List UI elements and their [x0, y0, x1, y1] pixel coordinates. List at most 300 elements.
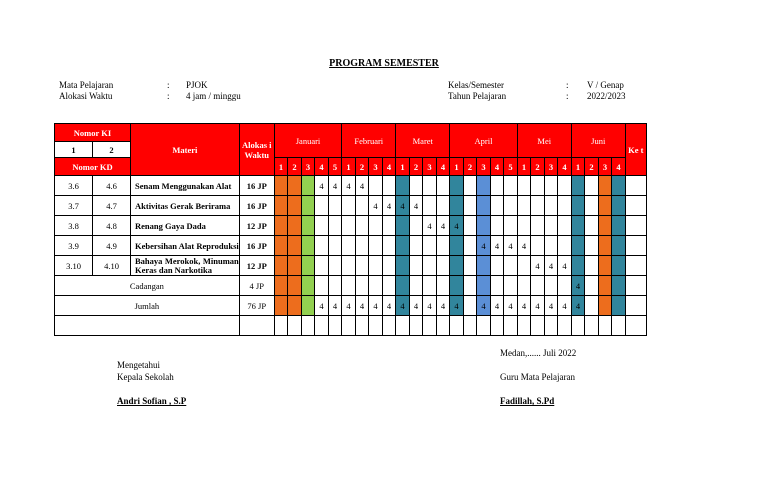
- week-cell: [558, 236, 572, 256]
- week-cell: [517, 176, 531, 196]
- ket-cell: [625, 176, 646, 196]
- header-ki-2: 2: [93, 142, 131, 158]
- week-number: 4: [436, 158, 450, 176]
- week-cell: [301, 256, 315, 276]
- week-number: 1: [450, 158, 464, 176]
- week-cell: [423, 276, 437, 296]
- week-cell: [382, 276, 396, 296]
- week-cell: [396, 236, 410, 256]
- week-cell: [450, 276, 464, 296]
- week-cell: [409, 256, 423, 276]
- week-cell: [369, 276, 383, 296]
- week-cell: [504, 196, 518, 216]
- week-cell: [301, 176, 315, 196]
- info-value: PJOK: [186, 80, 208, 90]
- week-cell: [571, 256, 585, 276]
- week-cell: [328, 276, 342, 296]
- week-cell: [436, 196, 450, 216]
- ki-number: 3.6: [55, 176, 93, 196]
- week-number: 3: [598, 158, 612, 176]
- empty-cell: [382, 316, 396, 336]
- week-cell: [274, 256, 288, 276]
- week-cell: [423, 176, 437, 196]
- week-cell: [517, 276, 531, 296]
- teacher-name: Fadillah, S.Pd: [500, 396, 555, 406]
- empty-cell: [463, 316, 477, 336]
- info-label: Tahun Pelajaran: [448, 91, 507, 101]
- header-ki-1: 1: [55, 142, 93, 158]
- sig-right-role: Guru Mata Pelajaran: [500, 372, 575, 382]
- week-cell: [544, 216, 558, 236]
- empty-cell: [301, 316, 315, 336]
- empty-cell: [490, 316, 504, 336]
- week-cell: [369, 176, 383, 196]
- jumlah-alokasi: 76 JP: [239, 296, 274, 316]
- week-cell: 4: [436, 296, 450, 316]
- alokasi-cell: 12 JP: [239, 216, 274, 236]
- week-cell: [531, 176, 545, 196]
- week-cell: 4: [423, 216, 437, 236]
- alokasi-cell: 12 JP: [239, 256, 274, 276]
- week-cell: 4: [436, 216, 450, 236]
- ki-number: 3.10: [55, 256, 93, 276]
- sig-left-line2: Kepala Sekolah: [117, 372, 174, 382]
- week-number: 2: [409, 158, 423, 176]
- ki-number: 3.7: [55, 196, 93, 216]
- week-cell: [382, 216, 396, 236]
- empty-cell: [571, 316, 585, 336]
- week-cell: [288, 296, 302, 316]
- empty-cell: [598, 316, 612, 336]
- materi-cell: Aktivitas Gerak Berirama: [131, 196, 240, 216]
- week-cell: [477, 256, 491, 276]
- week-cell: [450, 176, 464, 196]
- principal-name: Andri Sofian , S.P: [117, 396, 187, 406]
- week-cell: [328, 196, 342, 216]
- ki-number: 3.9: [55, 236, 93, 256]
- week-cell: [369, 216, 383, 236]
- week-cell: [585, 276, 599, 296]
- header-nomor-ki: Nomor KI: [55, 124, 131, 142]
- week-cell: 4: [369, 196, 383, 216]
- ket-cell: [625, 256, 646, 276]
- table-row: [55, 256, 647, 276]
- week-cell: [450, 236, 464, 256]
- info-label: Alokasi Waktu: [59, 91, 113, 101]
- week-cell: 4: [544, 256, 558, 276]
- table-row: [55, 176, 647, 196]
- week-cell: [288, 256, 302, 276]
- month-header: Februari: [342, 124, 396, 158]
- week-number: 3: [423, 158, 437, 176]
- week-cell: [382, 236, 396, 256]
- week-cell: 4: [490, 296, 504, 316]
- week-cell: [288, 176, 302, 196]
- week-cell: [315, 236, 329, 256]
- empty-cell: [239, 316, 274, 336]
- week-cell: [355, 276, 369, 296]
- week-cell: [504, 176, 518, 196]
- week-cell: [396, 176, 410, 196]
- week-cell: [288, 196, 302, 216]
- week-number: 1: [396, 158, 410, 176]
- week-cell: [301, 276, 315, 296]
- week-number: 3: [301, 158, 315, 176]
- week-cell: 4: [450, 296, 464, 316]
- week-cell: 4: [396, 196, 410, 216]
- info-value: 2022/2023: [587, 91, 626, 101]
- week-cell: [409, 176, 423, 196]
- week-cell: [571, 236, 585, 256]
- week-cell: [463, 296, 477, 316]
- ket-cell: [625, 196, 646, 216]
- sig-place-date: Medan,...... Juli 2022: [500, 348, 577, 358]
- header-alokasi: Alokas i Waktu: [239, 124, 274, 176]
- empty-cell: [328, 316, 342, 336]
- month-header: Januari: [274, 124, 342, 158]
- week-cell: [612, 176, 626, 196]
- week-cell: 4: [382, 296, 396, 316]
- empty-cell: [477, 316, 491, 336]
- week-cell: 4: [477, 236, 491, 256]
- month-header: April: [450, 124, 518, 158]
- week-cell: [477, 216, 491, 236]
- week-cell: [490, 276, 504, 296]
- empty-cell: [544, 316, 558, 336]
- week-cell: 4: [409, 296, 423, 316]
- week-cell: [558, 216, 572, 236]
- week-cell: [490, 176, 504, 196]
- week-cell: [274, 176, 288, 196]
- week-number: 5: [504, 158, 518, 176]
- week-cell: [463, 216, 477, 236]
- week-cell: [396, 256, 410, 276]
- week-cell: [288, 276, 302, 296]
- week-cell: 4: [315, 176, 329, 196]
- week-cell: [450, 256, 464, 276]
- week-cell: 4: [504, 296, 518, 316]
- week-cell: [531, 276, 545, 296]
- week-cell: [612, 276, 626, 296]
- week-cell: [328, 216, 342, 236]
- ki-number: 3.8: [55, 216, 93, 236]
- empty-cell: [288, 316, 302, 336]
- info-value: 4 jam / minggu: [186, 91, 241, 101]
- week-cell: 4: [409, 196, 423, 216]
- empty-cell: [612, 316, 626, 336]
- month-header: Juni: [571, 124, 625, 158]
- info-colon: :: [167, 80, 170, 90]
- kd-number: 4.8: [93, 216, 131, 236]
- table-row: [55, 216, 647, 236]
- week-cell: [612, 196, 626, 216]
- week-cell: 4: [571, 276, 585, 296]
- week-cell: [315, 256, 329, 276]
- week-cell: 4: [558, 256, 572, 276]
- week-cell: [409, 236, 423, 256]
- empty-cell: [274, 316, 288, 336]
- week-cell: [274, 196, 288, 216]
- week-cell: [369, 256, 383, 276]
- week-cell: 4: [531, 256, 545, 276]
- week-cell: [315, 216, 329, 236]
- month-header: Maret: [396, 124, 450, 158]
- sig-left-line1: Mengetahui: [117, 360, 160, 370]
- week-cell: [369, 236, 383, 256]
- week-cell: [436, 236, 450, 256]
- week-cell: [517, 196, 531, 216]
- week-cell: [436, 276, 450, 296]
- week-cell: [490, 256, 504, 276]
- info-colon: :: [167, 91, 170, 101]
- week-cell: [409, 276, 423, 296]
- ket-cell: [625, 296, 646, 316]
- alokasi-cell: 16 JP: [239, 236, 274, 256]
- header-ket: Ke t: [625, 124, 646, 176]
- week-cell: [504, 216, 518, 236]
- empty-cell: [55, 316, 240, 336]
- kd-number: 4.9: [93, 236, 131, 256]
- week-number: 2: [355, 158, 369, 176]
- week-cell: [598, 296, 612, 316]
- week-cell: [423, 196, 437, 216]
- alokasi-cell: 16 JP: [239, 196, 274, 216]
- empty-cell: [355, 316, 369, 336]
- info-colon: :: [566, 80, 569, 90]
- week-cell: [342, 276, 356, 296]
- empty-cell: [342, 316, 356, 336]
- week-number: 4: [558, 158, 572, 176]
- week-cell: [544, 236, 558, 256]
- week-cell: [355, 196, 369, 216]
- week-cell: [463, 236, 477, 256]
- materi-cell: Kebersihan Alat Reproduksi: [131, 236, 240, 256]
- week-number: 4: [315, 158, 329, 176]
- info-right: [448, 80, 648, 102]
- week-number: 3: [477, 158, 491, 176]
- empty-cell: [396, 316, 410, 336]
- materi-cell: Senam Menggunakan Alat: [131, 176, 240, 196]
- week-number: 3: [544, 158, 558, 176]
- kd-number: 4.7: [93, 196, 131, 216]
- week-cell: 4: [558, 296, 572, 316]
- week-number: 5: [328, 158, 342, 176]
- week-cell: 4: [369, 296, 383, 316]
- ket-cell: [625, 236, 646, 256]
- empty-cell: [423, 316, 437, 336]
- week-cell: [571, 176, 585, 196]
- table-row: [55, 196, 647, 216]
- week-number: 4: [490, 158, 504, 176]
- week-cell: [288, 236, 302, 256]
- week-cell: 4: [328, 296, 342, 316]
- week-cell: 4: [517, 236, 531, 256]
- week-number: 1: [342, 158, 356, 176]
- empty-cell: [504, 316, 518, 336]
- week-cell: [328, 236, 342, 256]
- week-cell: [558, 176, 572, 196]
- ket-cell: [625, 276, 646, 296]
- week-number: 2: [463, 158, 477, 176]
- empty-cell: [369, 316, 383, 336]
- kd-number: 4.6: [93, 176, 131, 196]
- empty-cell: [531, 316, 545, 336]
- week-cell: 4: [342, 296, 356, 316]
- kd-number: 4.10: [93, 256, 131, 276]
- materi-cell: Renang Gaya Dada: [131, 216, 240, 236]
- week-cell: [517, 256, 531, 276]
- week-cell: [436, 256, 450, 276]
- week-number: 2: [288, 158, 302, 176]
- week-cell: [598, 196, 612, 216]
- week-cell: [382, 176, 396, 196]
- cadangan-row: [55, 276, 647, 296]
- week-cell: [423, 236, 437, 256]
- week-cell: [301, 236, 315, 256]
- week-cell: [585, 256, 599, 276]
- week-cell: 4: [531, 296, 545, 316]
- week-cell: [585, 216, 599, 236]
- week-cell: [517, 216, 531, 236]
- table-row: [55, 236, 647, 256]
- week-cell: 4: [382, 196, 396, 216]
- week-cell: [288, 216, 302, 236]
- week-cell: 4: [315, 296, 329, 316]
- week-cell: 4: [355, 176, 369, 196]
- empty-cell: [436, 316, 450, 336]
- week-cell: 4: [396, 296, 410, 316]
- info-colon: :: [566, 91, 569, 101]
- header-nomor-kd: Nomor KD: [55, 158, 131, 176]
- info-label: Mata Pelajaran: [59, 80, 114, 90]
- week-cell: [531, 236, 545, 256]
- week-number: 3: [369, 158, 383, 176]
- week-cell: [274, 276, 288, 296]
- month-header: Mei: [517, 124, 571, 158]
- week-cell: [274, 296, 288, 316]
- week-number: 1: [274, 158, 288, 176]
- week-cell: [477, 176, 491, 196]
- week-cell: [558, 196, 572, 216]
- week-cell: [477, 196, 491, 216]
- week-cell: [315, 276, 329, 296]
- week-cell: [463, 196, 477, 216]
- week-cell: [544, 176, 558, 196]
- cadangan-alokasi: 4 JP: [239, 276, 274, 296]
- week-cell: [585, 176, 599, 196]
- week-cell: [463, 176, 477, 196]
- week-number: 4: [382, 158, 396, 176]
- week-cell: [328, 256, 342, 276]
- week-cell: [571, 196, 585, 216]
- document-title: PROGRAM SEMESTER: [329, 58, 439, 69]
- week-cell: [355, 256, 369, 276]
- week-number: 1: [517, 158, 531, 176]
- empty-cell: [315, 316, 329, 336]
- semester-schedule-table: [54, 123, 647, 336]
- week-cell: [477, 276, 491, 296]
- week-cell: 4: [571, 296, 585, 316]
- week-cell: 4: [504, 236, 518, 256]
- week-cell: [531, 196, 545, 216]
- week-cell: [598, 236, 612, 256]
- jumlah-label: Jumlah: [55, 296, 240, 316]
- week-number: 1: [571, 158, 585, 176]
- alokasi-cell: 16 JP: [239, 176, 274, 196]
- week-cell: [409, 216, 423, 236]
- week-cell: [436, 176, 450, 196]
- week-cell: [504, 276, 518, 296]
- week-cell: [342, 216, 356, 236]
- week-cell: [450, 196, 464, 216]
- info-value: V / Genap: [587, 80, 624, 90]
- week-cell: [342, 196, 356, 216]
- week-cell: [598, 176, 612, 196]
- empty-cell: [558, 316, 572, 336]
- week-cell: 4: [342, 176, 356, 196]
- week-cell: [490, 216, 504, 236]
- week-cell: [585, 236, 599, 256]
- week-cell: [274, 216, 288, 236]
- week-cell: 4: [517, 296, 531, 316]
- info-left: [59, 80, 259, 102]
- week-cell: 4: [477, 296, 491, 316]
- week-number: 4: [612, 158, 626, 176]
- week-cell: 4: [423, 296, 437, 316]
- empty-row: [55, 316, 647, 336]
- week-cell: [355, 236, 369, 256]
- empty-cell: [517, 316, 531, 336]
- week-cell: [396, 276, 410, 296]
- week-cell: [612, 216, 626, 236]
- week-cell: [301, 216, 315, 236]
- week-cell: [571, 216, 585, 236]
- week-cell: [274, 236, 288, 256]
- week-cell: [598, 276, 612, 296]
- empty-cell: [450, 316, 464, 336]
- week-cell: 4: [355, 296, 369, 316]
- week-cell: [531, 216, 545, 236]
- week-cell: [612, 256, 626, 276]
- header-materi: Materi: [131, 124, 240, 176]
- jumlah-row: [55, 296, 647, 316]
- week-cell: [585, 296, 599, 316]
- week-cell: [423, 256, 437, 276]
- empty-cell: [409, 316, 423, 336]
- week-cell: [342, 236, 356, 256]
- week-cell: [558, 276, 572, 296]
- week-cell: [585, 196, 599, 216]
- week-cell: 4: [544, 296, 558, 316]
- week-cell: [301, 196, 315, 216]
- week-cell: [301, 296, 315, 316]
- empty-cell: [585, 316, 599, 336]
- week-cell: [544, 276, 558, 296]
- cadangan-label: Cadangan: [55, 276, 240, 296]
- week-number: 2: [585, 158, 599, 176]
- week-cell: [315, 196, 329, 216]
- info-label: Kelas/Semester: [448, 80, 504, 90]
- week-cell: [463, 256, 477, 276]
- week-cell: 4: [490, 236, 504, 256]
- week-number: 2: [531, 158, 545, 176]
- week-cell: [504, 256, 518, 276]
- week-cell: [382, 256, 396, 276]
- week-cell: [463, 276, 477, 296]
- ket-cell: [625, 216, 646, 236]
- week-cell: [612, 296, 626, 316]
- week-cell: [355, 216, 369, 236]
